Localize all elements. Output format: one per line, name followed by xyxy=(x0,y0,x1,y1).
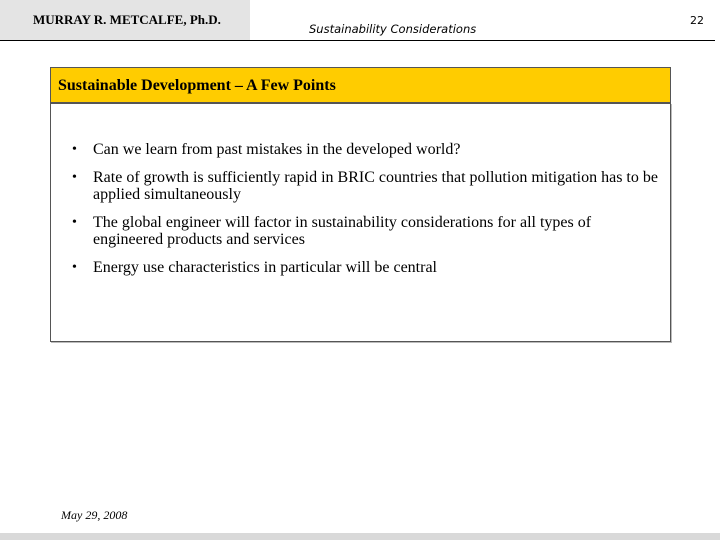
section-topic: Sustainability Considerations xyxy=(309,22,477,36)
bullet-icon: • xyxy=(72,170,77,185)
page-number: 22 xyxy=(690,14,704,27)
author-name: MURRAY R. METCALFE, Ph.D. xyxy=(0,0,250,40)
bullet-icon: • xyxy=(72,215,77,230)
header-divider xyxy=(0,40,715,41)
bullet-item xyxy=(72,259,662,276)
bullet-text: The global engineer will factor in sustainability considerations for all types of engineered products and services xyxy=(93,214,592,248)
bullet-icon: • xyxy=(72,260,77,275)
bullet-text: Can we learn from past mistakes in the developed world? xyxy=(93,141,461,158)
slide-title: Sustainable Development – A Few Points xyxy=(50,67,671,103)
bullet-item xyxy=(72,141,662,158)
bullet-item xyxy=(72,214,662,248)
bullet-item xyxy=(72,169,662,203)
bullet-icon: • xyxy=(72,142,77,157)
bullet-list xyxy=(72,141,662,287)
content-box xyxy=(50,103,671,342)
bullet-text: Energy use characteristics in particular will be central xyxy=(93,259,437,276)
footer-bar xyxy=(0,533,720,540)
slide-date: May 29, 2008 xyxy=(61,508,128,522)
bullet-text: Rate of growth is sufficiently rapid in BRIC countries that pollution mitigation has to be applied simultaneously xyxy=(93,169,658,203)
